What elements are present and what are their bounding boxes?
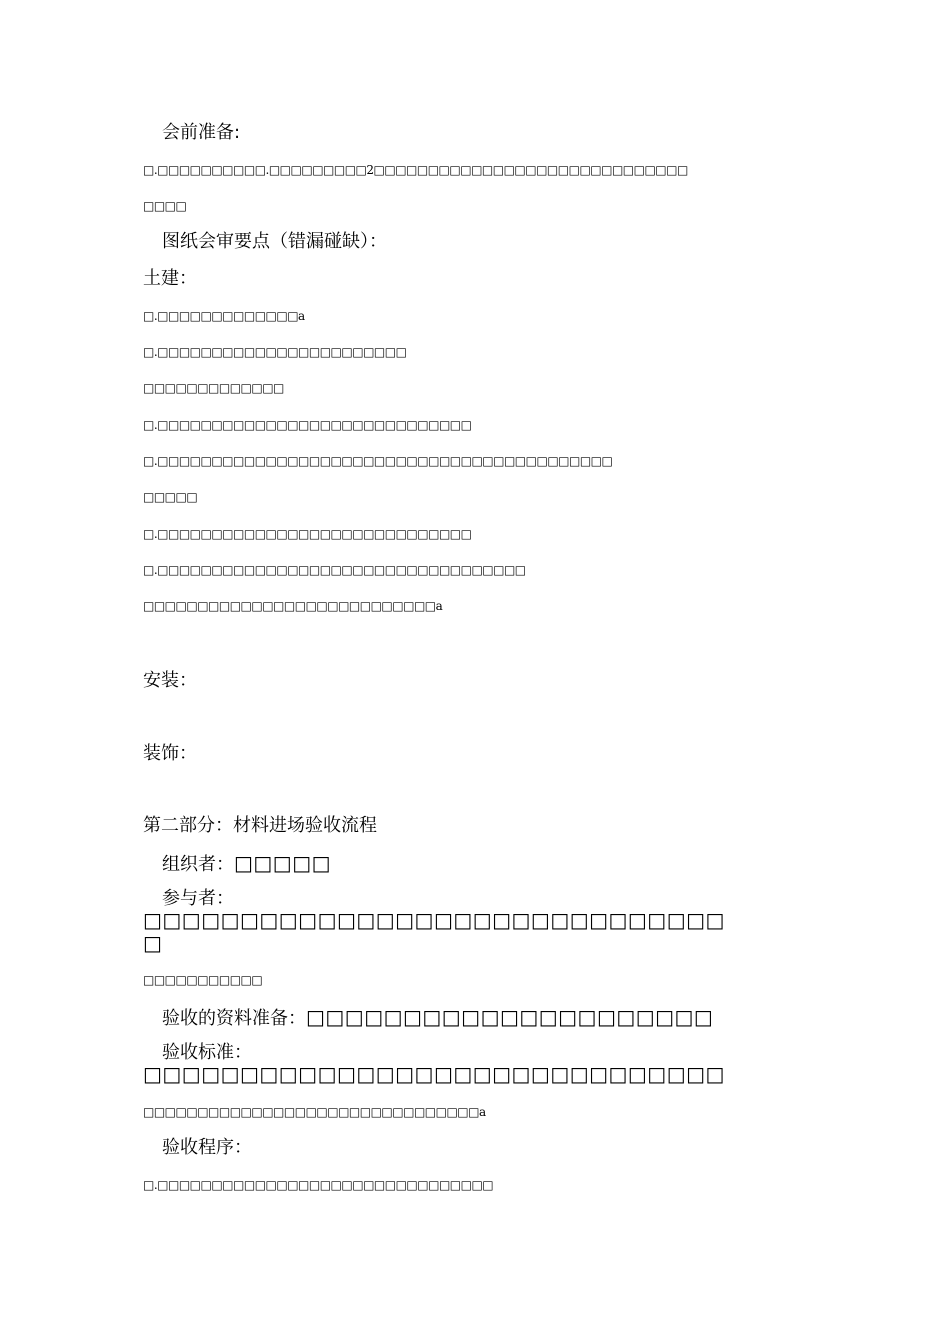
participants-line-1: □□□□□□□□□□□□□□□□□□□□□□□□□□□□□□ <box>143 908 725 932</box>
civil-line-6: □□□□□ <box>143 490 198 504</box>
decor-heading: 装饰： <box>143 743 197 764</box>
civil-line-2: □.□□□□□□□□□□□□□□□□□□□□□□□ <box>143 345 407 359</box>
organizer-label: 组织者： <box>162 854 234 875</box>
standard-line-1: □□□□□□□□□□□□□□□□□□□□□□□□□□□□□□ <box>143 1062 725 1086</box>
civil-line-8: □.□□□□□□□□□□□□□□□□□□□□□□□□□□□□□□□□□□ <box>143 563 526 577</box>
standard-label: 验收标准： <box>162 1042 252 1063</box>
procedure-line-1: □.□□□□□□□□□□□□□□□□□□□□□□□□□□□□□□□ <box>143 1178 494 1192</box>
civil-line-5: □.□□□□□□□□□□□□□□□□□□□□□□□□□□□□□□□□□□□□□□□□□□ <box>143 454 613 468</box>
install-heading: 安装： <box>143 670 197 691</box>
civil-line-4: □.□□□□□□□□□□□□□□□□□□□□□□□□□□□□□ <box>143 418 472 432</box>
review-heading: 图纸会审要点（错漏碰缺）： <box>162 231 387 252</box>
civil-heading: 土建： <box>143 268 197 289</box>
organizer-value: □□□□□ <box>234 851 331 875</box>
civil-line-7: □.□□□□□□□□□□□□□□□□□□□□□□□□□□□□□ <box>143 527 472 541</box>
docs-label: 验收的资料准备： <box>162 1008 306 1029</box>
standard-small: □□□□□□□□□□□□□□□□□□□□□□□□□□□□□□□a <box>143 1105 486 1119</box>
docs-value: □□□□□□□□□□□□□□□□□□□□□ <box>306 1005 714 1029</box>
civil-line-9: □□□□□□□□□□□□□□□□□□□□□□□□□□□a <box>143 599 443 613</box>
participants-small: □□□□□□□□□□□ <box>143 973 263 987</box>
civil-line-1: □.□□□□□□□□□□□□□a <box>143 309 305 323</box>
prep-heading: 会前准备: <box>162 122 241 143</box>
part2-heading: 第二部分：材料进场验收流程 <box>143 815 377 836</box>
civil-line-3: □□□□□□□□□□□□□ <box>143 381 284 395</box>
docs-row <box>162 1007 713 1028</box>
prep-line-1: □.□□□□□□□□□□.□□□□□□□□□2□□□□□□□□□□□□□□□□□□□□□□□□□□□□□ <box>143 163 688 177</box>
procedure-label: 验收程序： <box>162 1137 252 1158</box>
organizer-row <box>162 853 331 874</box>
participants-line-2: □ <box>143 931 163 955</box>
prep-line-2: □□□□ <box>143 199 187 213</box>
participants-label: 参与者： <box>162 888 234 909</box>
